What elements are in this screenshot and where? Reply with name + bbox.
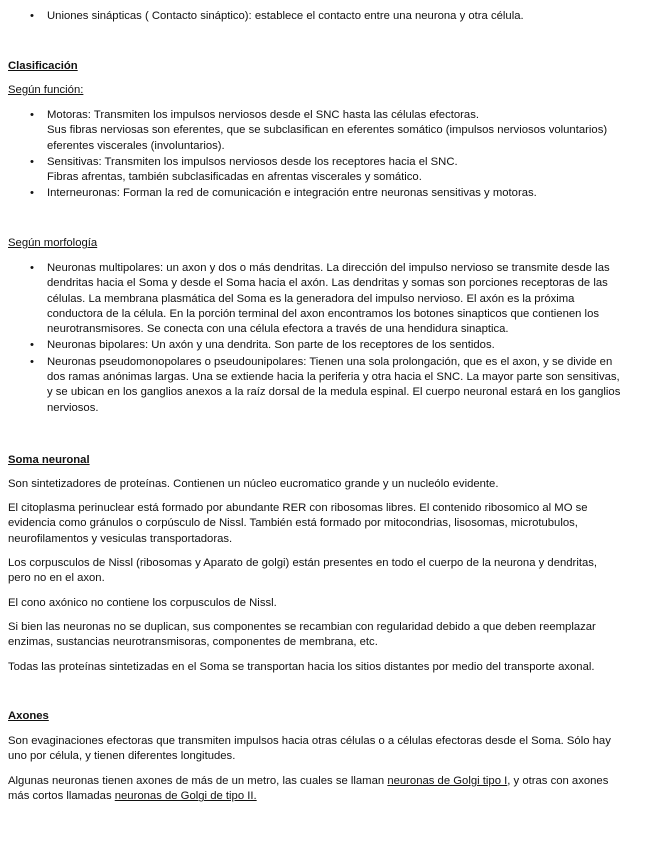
- list-item: [0, 108, 646, 154]
- text-line: dendritas hacia el Soma y desde el Soma hacia el axón. Las dendritas y somas son porciones receptoras de las: [47, 277, 608, 290]
- bullet: •: [30, 355, 34, 368]
- paragraph: [8, 477, 498, 492]
- text-line: uno por célula, y tienen diferentes longitudes.: [8, 750, 236, 763]
- list-item: [0, 186, 646, 201]
- text-line: dos ramas anónimas largas. Una se extiende hacia la periferia y otra hacia el SNC. La mayor parte son sensitivas,: [47, 371, 620, 384]
- paragraph: [8, 620, 596, 651]
- text-line: Neuronas multipolares: un axon y dos o más dendritas. La dirección del impulso nervioso se transmite desde las: [47, 262, 610, 274]
- segun-funcion-subheading: Según función:: [8, 84, 84, 96]
- text-line: Neuronas pseudomonopolares o pseudounipolares: Tienen una sola prolongación, que es el axon, y se divide en: [47, 355, 613, 368]
- text-line: Motoras: Transmiten los impulsos nerviosos desde el SNC hasta las células efectoras.: [47, 109, 479, 121]
- text-line: Sensitivas: Transmiten los impulsos nerviosos desde los receptores hacia el SNC.: [47, 155, 458, 168]
- text-line: [8, 774, 608, 789]
- bullet: •: [30, 10, 34, 22]
- paragraph: [8, 501, 588, 547]
- top-list: [0, 9, 646, 24]
- morfologia-list: [0, 261, 646, 416]
- text-line: Neuronas bipolares: Un axón y una dendrita. Son parte de los receptores de los sentidos.: [47, 339, 495, 352]
- text-line: El cono axónico no contiene los corpusculos de Nissl.: [8, 597, 277, 609]
- text-line: enzimas, sustancias neurotransmisoras, componentes de membrana, etc.: [8, 636, 378, 649]
- text-line: Uniones sinápticas ( Contacto sináptico): establece el contacto entre una neurona y otra célula.: [47, 10, 524, 22]
- list-item: [0, 355, 646, 416]
- text-line: conductora de la célula. En la porción terminal del axon encontramos los botones sinapticos que contienen los: [47, 307, 600, 320]
- text-line: pero no en el axon.: [8, 572, 105, 585]
- list-item: [0, 155, 646, 186]
- bullet: •: [30, 109, 34, 121]
- text-line: Los corpusculos de Nissl (ribosomas y Aparato de golgi) están presentes en todo el cuerpo de la neurona y dendritas,: [8, 557, 598, 569]
- text-line: nerviosos.: [47, 401, 99, 414]
- text-line: células. La membrana plasmática del Soma es la generadora del impulso nervioso. El axón es la próxima: [47, 292, 575, 305]
- paragraph: [8, 734, 611, 765]
- list-item: [0, 9, 646, 24]
- list-item: [0, 261, 646, 337]
- golgi-tipo-ii-term: neuronas de Golgi de tipo II.: [114, 790, 257, 803]
- text-line: Son sintetizadores de proteínas. Contienen un núcleo eucromatico grande y un nucleólo evidente.: [8, 478, 499, 490]
- paragraph: [8, 596, 277, 611]
- axones-heading: Axones: [8, 710, 49, 722]
- text-run: más cortos llamadas: [8, 790, 115, 803]
- text-line: Interneuronas: Forman la red de comunicación e integración entre neuronas sensitivas y motoras.: [47, 187, 537, 200]
- text-run: , y otras con axones: [507, 775, 609, 787]
- text-line: Todas las proteínas sintetizadas en el Soma se transportan hacia los sitios distantes por medio del transporte axonal.: [8, 661, 595, 673]
- bullet: •: [30, 339, 34, 352]
- funcion-list: [0, 108, 646, 202]
- bullet: •: [30, 187, 34, 200]
- text-line: Si bien las neuronas no se duplican, sus componentes se recambian con regularidad debido a que deben reemplazar: [8, 621, 596, 633]
- text-line: neurofilamentos y vesiculas transportadoras.: [8, 532, 233, 545]
- text-line: evidencia como gránulos o corpúsculo de Nissl. También está formado por mitocondrias, lisosomas, microtubulos,: [8, 517, 578, 530]
- text-line: Son evaginaciones efectoras que transmiten impulsos hacia otras células o a células efectoras desde el Soma. Sólo hay: [8, 735, 611, 747]
- bullet: •: [30, 262, 34, 274]
- text-line: [8, 789, 608, 804]
- text-line: neurotransmisores. Se conecta con una célula efectora a través de una hendidura sinaptica.: [47, 323, 509, 336]
- bullet: •: [30, 155, 34, 168]
- text-line: y se ubican en los ganglios anexos a la raíz dorsal de la medula espinal. El cuerpo neuronal estará en los ganglios: [47, 386, 621, 399]
- paragraph: [8, 774, 608, 805]
- paragraph: [8, 556, 597, 587]
- list-item: [0, 338, 646, 353]
- text-line: Sus fibras nerviosas son eferentes, que se subclasifican en eferentes somático (impulsos nerviosos voluntarios): [47, 124, 608, 137]
- segun-morfologia-subheading: Según morfología: [8, 237, 98, 249]
- text-line: El citoplasma perinuclear está formado por abundante RER con ribosomas libres. El contenido ribosomico al MO se: [8, 502, 588, 514]
- text-line: eferentes viscerales (involuntarios).: [47, 139, 225, 152]
- paragraph: [8, 660, 595, 675]
- soma-neuronal-heading: Soma neuronal: [8, 454, 90, 466]
- clasificacion-heading: Clasificación: [8, 60, 78, 72]
- golgi-tipo-i-term: neuronas de Golgi tipo I: [387, 775, 508, 787]
- text-line: Fibras afrentas, también subclasificadas en afrentas viscerales y somático.: [47, 171, 422, 184]
- text-run: Algunas neuronas tienen axones de más de un metro, las cuales se llaman: [8, 775, 388, 787]
